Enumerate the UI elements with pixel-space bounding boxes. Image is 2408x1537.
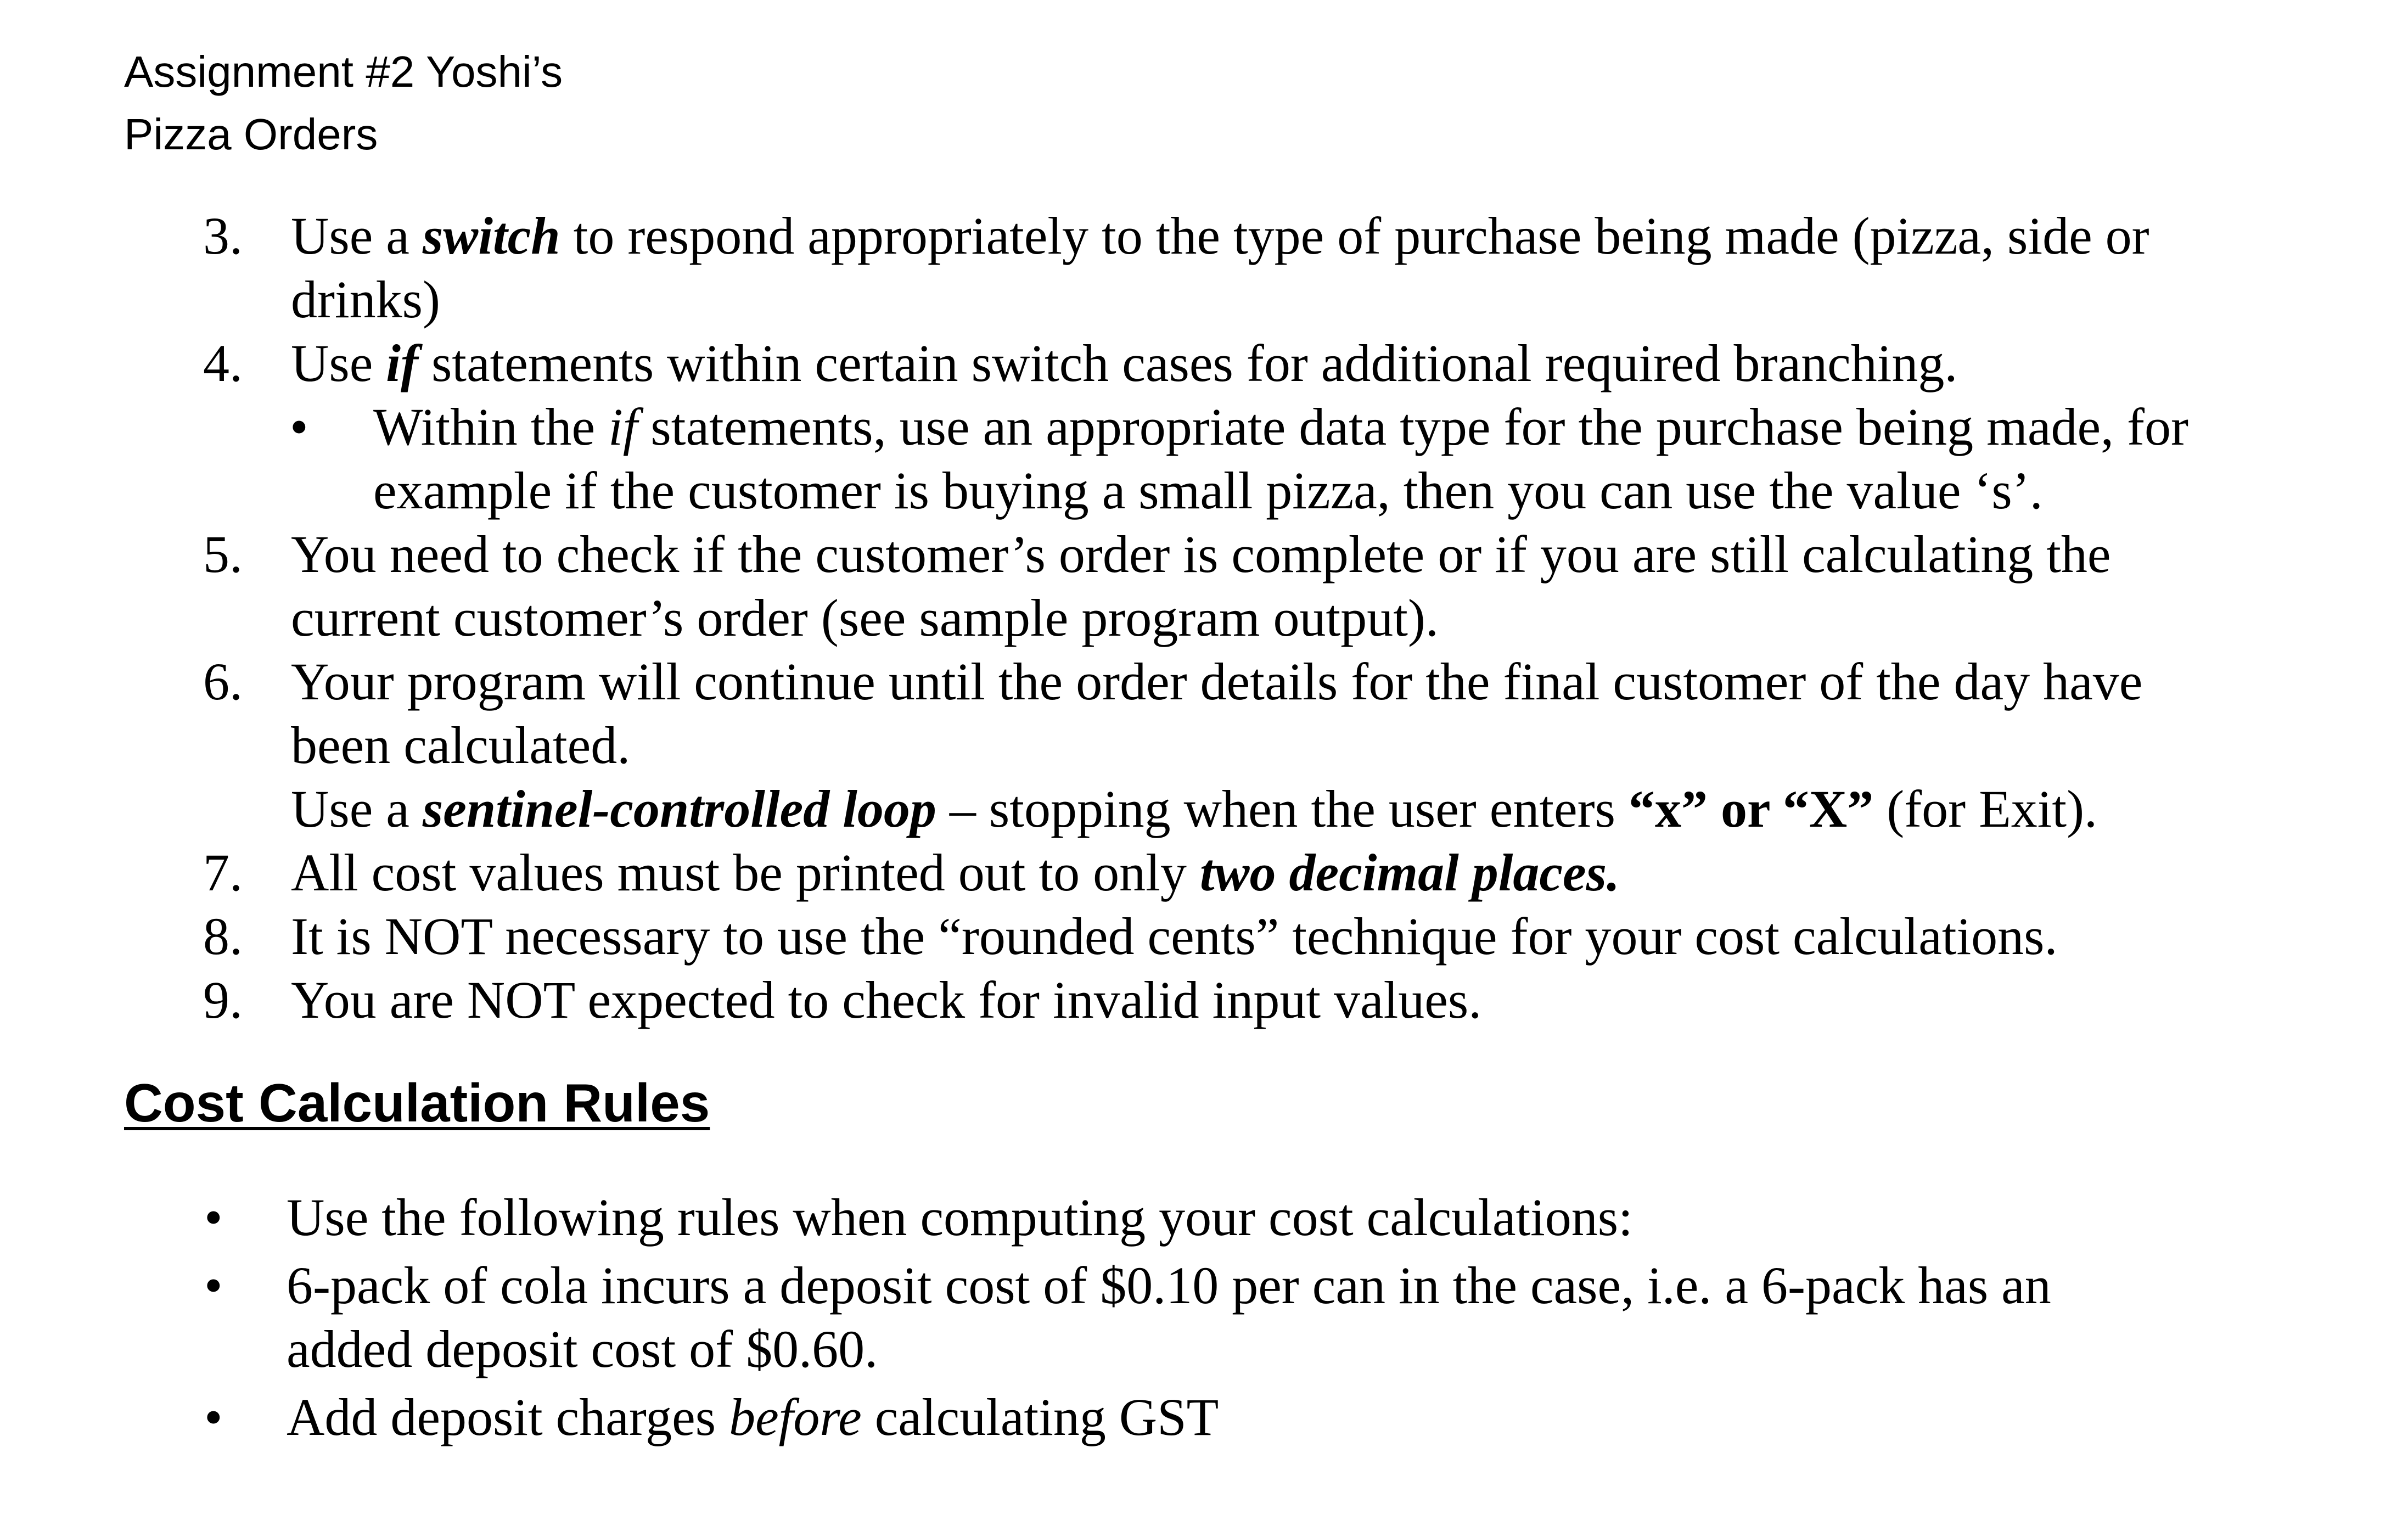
item-number: 8. [203, 907, 243, 966]
text-run: Use [291, 334, 386, 392]
item-text-line: current customer’s order (see sample program output). [291, 588, 1439, 647]
cost-rules-list [0, 1186, 2408, 1454]
rule-item-3 [0, 1385, 2408, 1449]
text-run: Within the [373, 397, 609, 456]
list-item-4-subbullet [0, 395, 2408, 523]
text-run: – stopping when the user enters [936, 779, 1629, 838]
list-item-6 [0, 650, 2408, 841]
item-number: 7. [203, 843, 243, 902]
exit-keys: “x” or “X” [1628, 779, 1874, 838]
text-run: statements within certain switch cases for additional required branching. [418, 334, 1958, 392]
item-text-line: You need to check if the customer’s order is complete or if you are still calculating the [291, 525, 2111, 584]
item-text-line: It is NOT necessary to use the “rounded cents” technique for your cost calculations. [291, 907, 2058, 966]
item-text-line: Your program will continue until the order details for the final customer of the day have [291, 652, 2143, 711]
item-text-line: 6-pack of cola incurs a deposit cost of $0.10 per can in the case, i.e. a 6-pack has an [287, 1256, 2051, 1315]
text-run: All cost values must be printed out to only [291, 843, 1200, 902]
item-number: 3. [203, 206, 243, 265]
item-number: 9. [203, 971, 243, 1029]
text-run: to respond appropriately to the type of purchase being made (pizza, side or [560, 206, 2149, 265]
list-item-3 [0, 204, 2408, 332]
item-text-line: example if the customer is buying a small pizza, then you can use the value ‘s’. [373, 461, 2043, 520]
item-text-line [291, 777, 2408, 841]
text-run: Use a [291, 206, 423, 265]
item-text-line [291, 204, 2408, 268]
header-assignment-title: Assignment #2 Yoshi’s [124, 47, 563, 96]
keyword-if: if [386, 334, 418, 392]
bullet-icon: • [290, 397, 308, 456]
emphasis-two-decimals: two decimal places. [1199, 843, 1620, 902]
item-text-line: You are NOT expected to check for invalid input values. [291, 971, 1482, 1029]
bullet-icon: • [204, 1256, 223, 1315]
list-item-5 [0, 523, 2408, 650]
item-number: 4. [203, 334, 243, 392]
text-run: Add deposit charges [287, 1388, 729, 1446]
item-text-line [291, 841, 2408, 905]
bullet-icon: • [204, 1388, 223, 1446]
requirements-list [0, 204, 2408, 1032]
document-header [124, 41, 563, 166]
item-text-line: drinks) [291, 270, 440, 329]
list-item-4 [0, 332, 2408, 395]
item-text-line: Use the following rules when computing your cost calculations: [287, 1188, 1633, 1247]
item-text-line: been calculated. [291, 716, 631, 775]
list-item-8 [0, 905, 2408, 968]
text-run: Use a [291, 779, 423, 838]
header-subtitle: Pizza Orders [124, 110, 378, 159]
item-text-line: added deposit cost of $0.60. [287, 1320, 878, 1378]
rule-item-1 [0, 1186, 2408, 1249]
keyword-switch: switch [422, 206, 560, 265]
item-text-line [287, 1385, 2408, 1449]
text-run: (for Exit). [1873, 779, 2098, 838]
item-text-line [373, 395, 2408, 459]
section-heading-cost-rules: Cost Calculation Rules [124, 1073, 710, 1133]
emphasis-before: before [729, 1388, 862, 1446]
text-run: statements, use an appropriate data type for the purchase being made, for [637, 397, 2188, 456]
item-text-line [291, 332, 2408, 395]
list-item-7 [0, 841, 2408, 905]
keyword-sentinel-loop: sentinel-controlled loop [422, 779, 936, 838]
item-number: 5. [203, 525, 243, 584]
text-run: calculating GST [861, 1388, 1219, 1446]
keyword-if-italic: if [608, 397, 638, 456]
item-number: 6. [203, 652, 243, 711]
list-item-9 [0, 968, 2408, 1032]
rule-item-2 [0, 1254, 2408, 1381]
bullet-icon: • [204, 1188, 223, 1247]
